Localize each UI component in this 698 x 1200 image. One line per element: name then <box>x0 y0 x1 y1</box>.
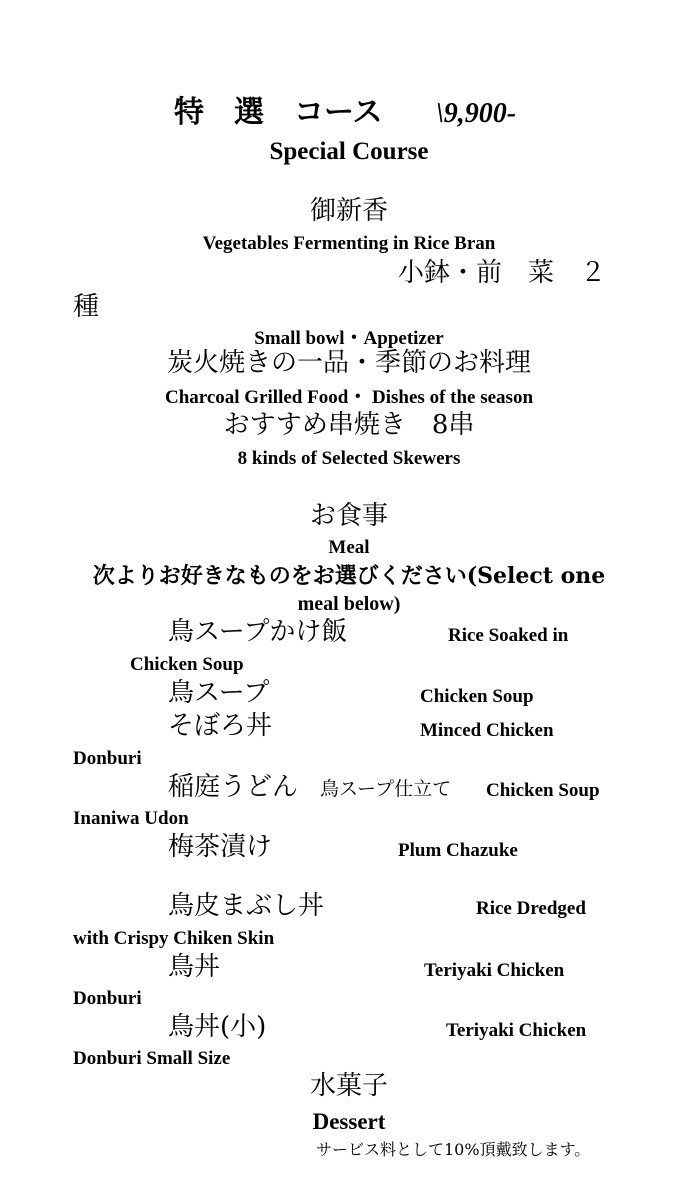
dessert-en: Dessert <box>312 1109 386 1134</box>
meal-option-jp-note: 鳥スープ仕立て <box>320 778 452 800</box>
skewers-en: 8 kinds of Selected Skewers <box>237 448 461 469</box>
meal-heading-en: Meal <box>328 537 370 558</box>
meal-option-jp: 鳥スープ <box>168 678 270 708</box>
meal-option-en: Rice Soaked in <box>448 625 569 646</box>
meal-option-jp: 鳥スープかけ飯 <box>168 617 348 647</box>
dessert-jp: 水菓子 <box>309 1071 388 1101</box>
meal-option-jp: 鳥皮まぶし丼 <box>168 891 325 921</box>
grilled-jp: 炭火焼きの一品・季節のお料理 <box>166 348 531 378</box>
meal-option-en-cont: Chicken Soup <box>130 654 244 675</box>
service-charge-note: サービス料として10%頂戴致します。 <box>316 1140 591 1159</box>
meal-option-en-cont: Donburi Small Size <box>73 1048 231 1069</box>
course-title-jp: 特 選 コース <box>174 95 383 130</box>
meal-option-jp: 梅茶漬け <box>168 832 273 862</box>
course-title-en: Special Course <box>269 138 429 165</box>
pickles-jp: 御新香 <box>309 196 388 226</box>
meal-instruction-line2: meal below) <box>297 593 401 615</box>
meal-option-en-cont: with Crispy Chiken Skin <box>73 928 275 949</box>
meal-option-en: Minced Chicken <box>420 720 554 741</box>
meal-option-en-cont: Inaniwa Udon <box>73 808 189 829</box>
meal-heading-jp: お食事 <box>309 501 388 531</box>
meal-instruction-line1: 次よりお好きなものをお選びください(Select one <box>92 563 606 589</box>
meal-option-en: Chicken Soup <box>486 780 600 801</box>
meal-option-jp: 鳥丼 <box>168 952 221 982</box>
grilled-en: Charcoal Grilled Food・ Dishes of the season <box>164 387 534 408</box>
appetizer-en: Small bowl・Appetizer <box>254 328 444 349</box>
pickles-en: Vegetables Fermenting in Rice Bran <box>202 233 496 254</box>
meal-option-en-cont: Donburi <box>73 748 142 769</box>
meal-option-en-cont: Donburi <box>73 988 142 1009</box>
appetizer-jp-line1: 小鉢・前 菜 ２ <box>398 258 607 288</box>
meal-option-jp: 稲庭うどん <box>168 772 299 802</box>
meal-option-en: Plum Chazuke <box>398 840 518 861</box>
course-price: \9,900- <box>436 98 517 129</box>
appetizer-jp-line2: 種 <box>73 292 100 322</box>
skewers-jp: おすすめ串焼き 8串 <box>223 410 475 440</box>
meal-option-en: Chicken Soup <box>420 686 534 707</box>
meal-option-jp: 鳥丼(小) <box>168 1012 267 1042</box>
meal-option-en: Rice Dredged <box>476 898 586 919</box>
meal-option-en: Teriyaki Chicken <box>424 960 565 981</box>
meal-option-en: Teriyaki Chicken <box>446 1020 587 1041</box>
meal-option-jp: そぼろ丼 <box>168 711 273 741</box>
